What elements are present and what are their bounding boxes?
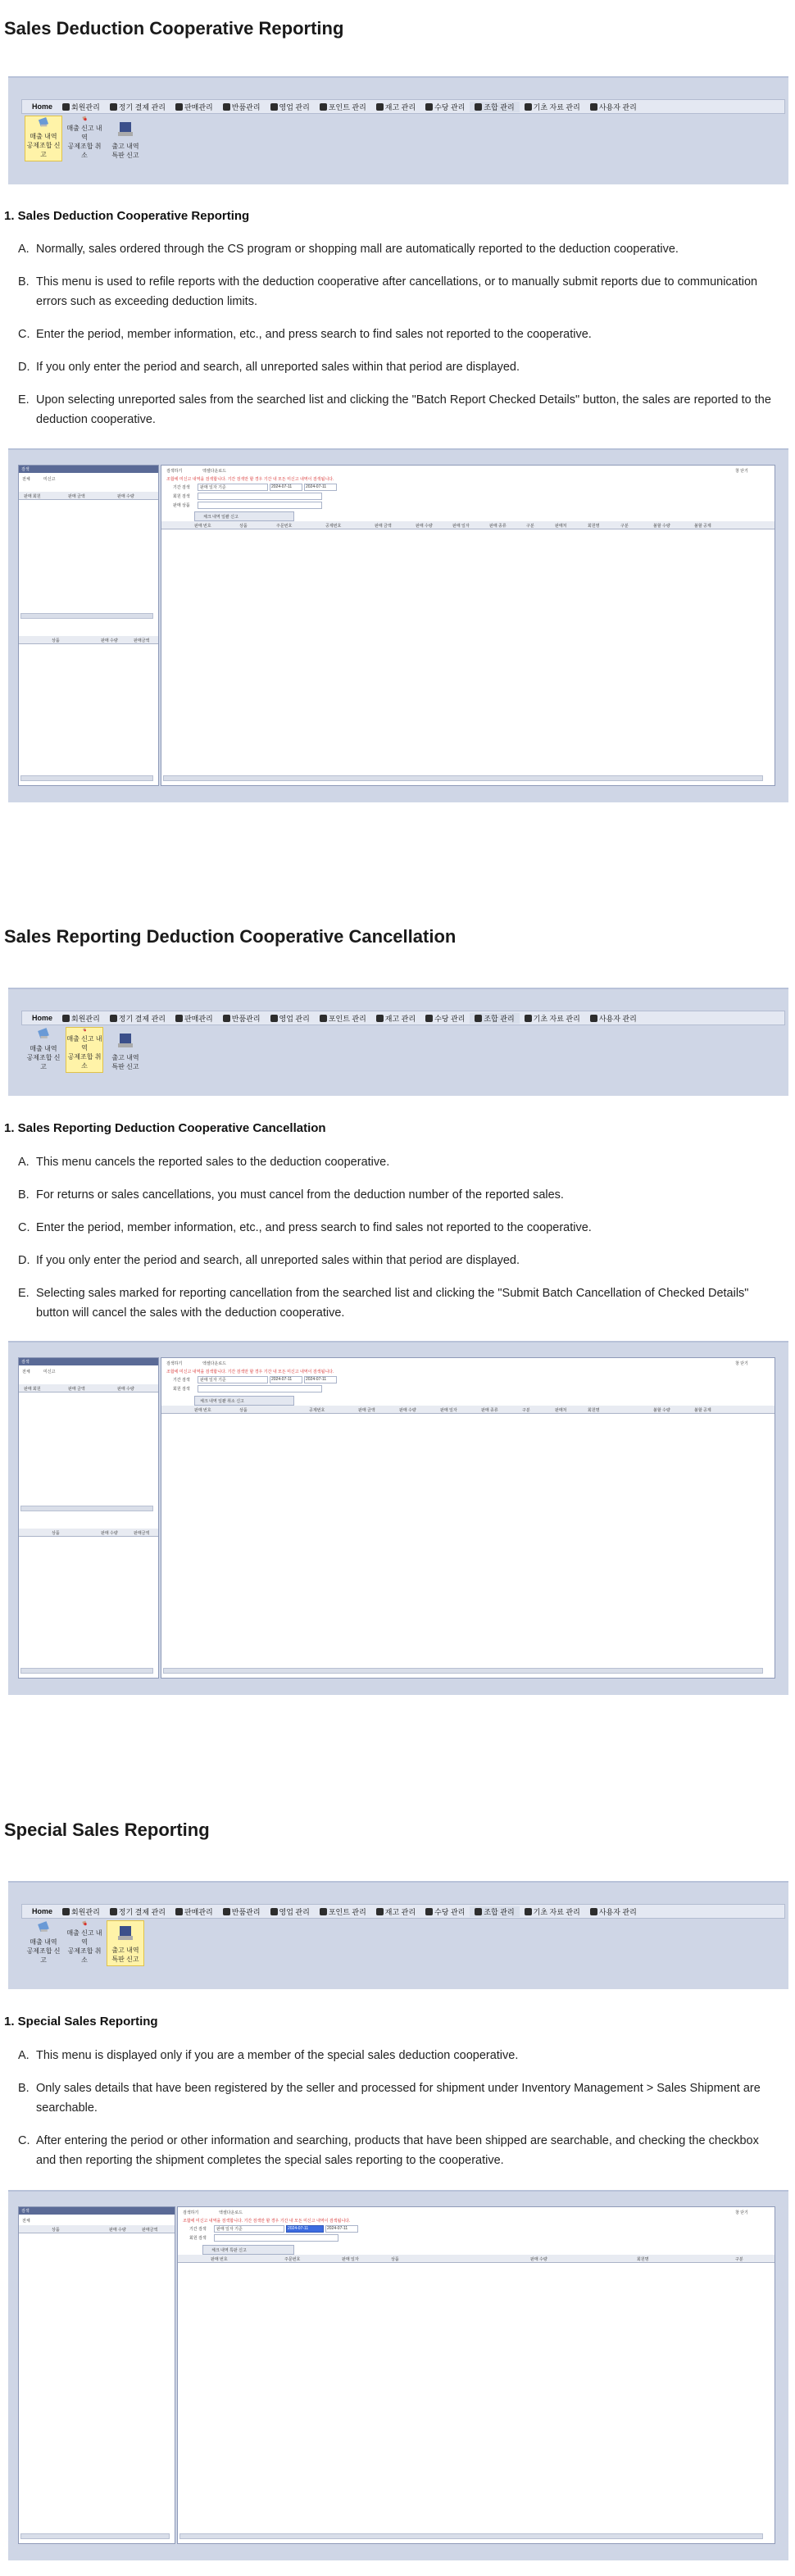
menu-item[interactable]: 재고 관리: [371, 1013, 420, 1024]
menu-item[interactable]: 판매관리: [170, 1013, 218, 1024]
menu-item[interactable]: 정기 결제 관리: [105, 1906, 170, 1917]
left-radio-all[interactable]: 전체: [22, 2219, 30, 2224]
cooperative-icon: [475, 103, 482, 111]
notice-text: 조합에 미신고 내역을 검색합니다. 기간 검색만 할 경우 기간 내 모든 미신고 내역이 검색됩니다.: [166, 477, 334, 482]
business-icon: [270, 1908, 278, 1915]
excel-button[interactable]: 엑셀다운로드: [202, 1361, 226, 1366]
list-item: E. Upon selecting unreported sales from the searched list and clicking the "Batch Report Checked Details" button, the sales are reported to the deduction cooperative.: [18, 393, 771, 426]
menu-item[interactable]: 기초 자료 관리: [520, 102, 585, 112]
menu-item[interactable]: 재고 관리: [371, 1906, 420, 1917]
point-icon: [320, 103, 327, 111]
left-scrollbar-2[interactable]: [20, 775, 153, 781]
date-from[interactable]: 2024-07-11: [270, 484, 302, 491]
batch-report-button[interactable]: 체크 내역 일괄 신고: [194, 511, 294, 521]
menu-screenshot: [8, 76, 788, 184]
excel-button[interactable]: 엑셀다운로드: [202, 469, 226, 474]
menu-item[interactable]: 기초 자료 관리: [520, 1906, 585, 1917]
submenu-special[interactable]: 출고 내역 특판 신고: [107, 1920, 144, 1966]
list-item: C. Enter the period, member information, etc., and press search to find sales not reported to the cooperative.: [18, 328, 592, 341]
left-radio-unreported[interactable]: 미신고: [43, 477, 56, 482]
list-item: B. This menu is used to refile reports with the deduction cooperative after cancellations, or to manually submit reports due to communication errors such as exceeding deduction limits.: [18, 275, 758, 308]
instruction-list: [18, 2046, 776, 2183]
period-select[interactable]: 판매 일자 기준: [198, 1376, 268, 1383]
main-pane: 검색하기 엑셀다운로드 창 닫기 조합에 미신고 내역을 검색합니다. 기간 검색만 할 경우 기간 내 모든 미신고 내역이 검색됩니다. 기간 검색 판매 일자 기준 2024-07-11 2024-07-11 회원 검색 체크 내역 특판 신고 판매 번호 주문번호 판매 일자 상품 판매 수량 회원명 구분: [177, 2206, 775, 2544]
menu-item[interactable]: 회원관리: [57, 1906, 105, 1917]
left-pane: 검색 전체 상품 판매 수량 판매금액: [18, 2206, 175, 2544]
menu-item[interactable]: 사용자 관리: [585, 1906, 642, 1917]
period-select[interactable]: 판매 일자 기준: [214, 2225, 284, 2233]
submenu: [25, 1920, 144, 1966]
menu-item[interactable]: 수당 관리: [420, 1013, 470, 1024]
member-icon: [62, 103, 70, 111]
date-to[interactable]: 2024-07-11: [304, 484, 337, 491]
member-input[interactable]: [214, 2234, 338, 2242]
section-title: Sales Deduction Cooperative Reporting: [4, 18, 344, 39]
date-from[interactable]: 2024-07-11: [286, 2225, 324, 2233]
date-from[interactable]: 2024-07-11: [270, 1376, 302, 1383]
menu-item[interactable]: 사용자 관리: [585, 102, 642, 112]
business-icon: [270, 103, 278, 111]
submenu-report[interactable]: 매출 내역 공제조합 신고: [25, 1920, 62, 1966]
list-item: A. This menu is displayed only if you are a member of the special sales deduction cooperative.: [18, 2049, 519, 2062]
menu-item[interactable]: 포인트 관리: [315, 102, 371, 112]
left-pane-header: 검색: [19, 466, 158, 473]
menu-item[interactable]: 반품관리: [218, 1906, 266, 1917]
data-icon: [525, 1908, 532, 1915]
close-button[interactable]: 창 닫기: [735, 469, 748, 474]
allowance-icon: [425, 1015, 433, 1022]
calendar-icon: [110, 103, 117, 111]
list-item: B. For returns or sales cancellations, you must cancel from the deduction number of the reported sales.: [18, 1188, 564, 1202]
submenu-cancel[interactable]: 매출 신고 내역 공제조합 취소: [66, 1027, 103, 1073]
user-icon: [590, 1908, 597, 1915]
instruction-list: [18, 1152, 776, 1336]
app-screenshot: [8, 2190, 788, 2560]
submenu-special[interactable]: 출고 내역 특판 신고: [107, 1027, 144, 1073]
member-icon: [62, 1908, 70, 1915]
menubar: [21, 1904, 785, 1919]
list-item: C. After entering the period or other information and searching, products that have been shipped are searchable, and checking the checkbox and then reporting the shipment completes the special sales reporting to the cooperative.: [18, 2134, 759, 2167]
submenu-special[interactable]: 출고 내역 특판 신고: [107, 116, 144, 161]
section-deduction-cancellation: [0, 893, 795, 1713]
cancel-report-icon: [74, 116, 95, 121]
left-scrollbar[interactable]: [20, 1506, 153, 1511]
menu-item[interactable]: 반품관리: [218, 1013, 266, 1024]
menu-home[interactable]: Home: [32, 102, 53, 111]
special-report-button[interactable]: 체크 내역 특판 신고: [202, 2245, 294, 2255]
sales-icon: [175, 103, 183, 111]
menu-item[interactable]: 조합 관리: [470, 1906, 519, 1917]
menu-item[interactable]: 판매관리: [170, 102, 218, 112]
point-icon: [320, 1015, 327, 1022]
submenu-cancel[interactable]: 매출 신고 내역 공제조합 취소: [66, 116, 103, 161]
user-icon: [590, 103, 597, 111]
subheading: 1. Sales Reporting Deduction Cooperative Cancellation: [4, 1121, 326, 1135]
section-title: Special Sales Reporting: [4, 1820, 210, 1840]
submenu-report[interactable]: 매출 내역 공제조합 신고: [25, 116, 62, 161]
table-header: 판매 번호 주문번호 판매 일자 상품 판매 수량 회원명 구분: [178, 2255, 775, 2263]
notice-text: 조합에 미신고 내역을 검색합니다. 기간 검색만 할 경우 기간 내 모든 미신고 내역이 검색됩니다.: [183, 2219, 351, 2224]
member-input[interactable]: [198, 1385, 322, 1392]
menubar: [21, 1011, 785, 1025]
shipment-icon: [115, 1922, 136, 1943]
period-select[interactable]: 판매 일자 기준: [198, 484, 268, 491]
left-pane: 검색 전체 미신고 판매 회원 판매 금액 판매 수량 상품 판매 수량 판매금액: [18, 465, 159, 786]
shipment-icon: [115, 1029, 136, 1051]
menu-item[interactable]: 영업 관리: [266, 1013, 315, 1024]
main-scrollbar[interactable]: [179, 2533, 763, 2539]
search-button[interactable]: 검색하기: [166, 1361, 183, 1366]
menu-item[interactable]: 기초 자료 관리: [520, 1013, 585, 1024]
menu-item[interactable]: 포인트 관리: [315, 1906, 371, 1917]
batch-cancel-button[interactable]: 체크 내역 일괄 취소 신고: [194, 1396, 294, 1406]
subheading: 1. Sales Deduction Cooperative Reporting: [4, 209, 250, 223]
app-screenshot: [8, 448, 788, 802]
list-item: B. Only sales details that have been registered by the seller and processed for shipment under Inventory Management > Sales Shipment are searchable.: [18, 2082, 761, 2115]
table-header: 판매 번호 상품 주문번호 공제번호 판매 금액 판매 수량 판매 일자 판매 종류 구분 판매처 회원명 구분 불할 수량 불할 공제: [161, 521, 775, 529]
submenu-report[interactable]: 매출 내역 공제조합 신고: [25, 1027, 62, 1073]
left-radio-all[interactable]: 전체: [22, 477, 30, 482]
menu-item[interactable]: 영업 관리: [266, 102, 315, 112]
submenu: [25, 1027, 144, 1073]
left-pane: 검색 전체 미신고 판매 회원 판매 금액 판매 수량 상품 판매 수량 판매금액: [18, 1357, 159, 1679]
list-item: D. If you only enter the period and search, all unreported sales within that period are displayed.: [18, 361, 520, 374]
cooperative-icon: [475, 1908, 482, 1915]
allowance-icon: [425, 103, 433, 111]
menu-screenshot: [8, 988, 788, 1096]
notice-text: 조합에 미신고 내역을 검색합니다. 기간 검색만 할 경우 기간 내 모든 미신고 내역이 검색됩니다.: [166, 1370, 334, 1374]
section-title: Sales Reporting Deduction Cooperative Cancellation: [4, 926, 457, 947]
point-icon: [320, 1908, 327, 1915]
left-radio-all[interactable]: 전체: [22, 1370, 30, 1374]
submenu: [25, 116, 144, 161]
left-scrollbar-2[interactable]: [20, 1668, 153, 1674]
left-scrollbar[interactable]: [20, 2533, 170, 2539]
report-icon: [33, 1027, 54, 1042]
sales-icon: [175, 1908, 183, 1915]
report-icon: [33, 1920, 54, 1935]
cooperative-icon: [475, 1015, 482, 1022]
menu-item[interactable]: 판매관리: [170, 1906, 218, 1917]
instruction-list: [18, 239, 776, 443]
cancel-report-icon: [74, 1920, 95, 1926]
left-radio-unreported[interactable]: 미신고: [43, 1370, 56, 1374]
submenu-cancel[interactable]: 매출 신고 내역 공제조합 취소: [66, 1920, 103, 1966]
subheading: 1. Special Sales Reporting: [4, 2015, 158, 2029]
user-icon: [590, 1015, 597, 1022]
return-icon: [223, 1908, 230, 1915]
section-deduction-reporting: [0, 0, 795, 820]
calendar-icon: [110, 1908, 117, 1915]
menu-item[interactable]: 재고 관리: [371, 102, 420, 112]
menu-home[interactable]: Home: [32, 1014, 53, 1022]
member-icon: [62, 1015, 70, 1022]
business-icon: [270, 1015, 278, 1022]
data-icon: [525, 1015, 532, 1022]
report-icon: [33, 116, 54, 129]
allowance-icon: [425, 1908, 433, 1915]
date-to[interactable]: 2024-07-11: [304, 1376, 337, 1383]
menu-screenshot: [8, 1881, 788, 1989]
main-pane: 검색하기 엑셀다운로드 창 닫기 조합에 미신고 내역을 검색합니다. 기간 검색만 할 경우 기간 내 모든 미신고 내역이 검색됩니다. 기간 검색 판매 일자 기준 2024-07-11 2024-07-11 회원 검색 체크 내역 일괄 취소 신고 판매 번호 상품 공제번호 판매 금액 판매 수량 판매 일자 판매 종류 구분 판매처 회원명 불할 수량 불할 공제: [161, 1357, 775, 1679]
menu-item[interactable]: 포인트 관리: [315, 1013, 371, 1024]
data-icon: [525, 103, 532, 111]
cancel-report-icon: [74, 1028, 95, 1032]
menu-item[interactable]: 수당 관리: [420, 102, 470, 112]
sales-icon: [175, 1015, 183, 1022]
menu-item[interactable]: 정기 결제 관리: [105, 1013, 170, 1024]
list-item: E. Selecting sales marked for reporting cancellation from the searched list and clicking the "Submit Batch Cancellation of Checked Details" button will cancel the sales with the deduction cooperative.: [18, 1287, 749, 1320]
menu-item[interactable]: 사용자 관리: [585, 1013, 642, 1024]
list-item: A. This menu cancels the reported sales to the deduction cooperative.: [18, 1156, 390, 1169]
left-pane-header: 검색: [19, 2207, 175, 2215]
menubar: [21, 99, 785, 114]
main-pane: 검색하기 엑셀다운로드 창 닫기 조합에 미신고 내역을 검색합니다. 기간 검색만 할 경우 기간 내 모든 미신고 내역이 검색됩니다. 기간 검색 판매 일자 기준 2024-07-11 2024-07-11 회원 검색 판매 상품 체크 내역 일괄 신고 판매 번호 상품 주문번호 공제번호 판매 금액 판매 수량 판매 일자 판매 종류 구분 판매처 회원명 구분 불할 수량 불할 공제: [161, 465, 775, 786]
menu-item[interactable]: 반품관리: [218, 102, 266, 112]
menu-item[interactable]: 회원관리: [57, 102, 105, 112]
date-to[interactable]: 2024-07-11: [325, 2225, 358, 2233]
inventory-icon: [376, 103, 384, 111]
search-button[interactable]: 검색하기: [166, 469, 183, 474]
section-special-sales: [0, 1787, 795, 2576]
close-button[interactable]: 창 닫기: [735, 2210, 748, 2215]
menu-item[interactable]: 조합 관리: [470, 1013, 519, 1024]
inventory-icon: [376, 1015, 384, 1022]
product-input[interactable]: [198, 502, 322, 509]
menu-item[interactable]: 회원관리: [57, 1013, 105, 1024]
list-item: D. If you only enter the period and search, all unreported sales within that period are displayed.: [18, 1254, 520, 1267]
menu-item[interactable]: 영업 관리: [266, 1906, 315, 1917]
table-header: 판매 번호 상품 공제번호 판매 금액 판매 수량 판매 일자 판매 종류 구분 판매처 회원명 불할 수량 불할 공제: [161, 1406, 775, 1414]
member-input[interactable]: [198, 493, 322, 500]
menu-home[interactable]: Home: [32, 1907, 53, 1915]
list-item: A. Normally, sales ordered through the CS program or shopping mall are automatically reported to the deduction cooperative.: [18, 243, 679, 256]
list-item: C. Enter the period, member information, etc., and press search to find sales not reported to the cooperative.: [18, 1221, 592, 1234]
calendar-icon: [110, 1015, 117, 1022]
inventory-icon: [376, 1908, 384, 1915]
close-button[interactable]: 창 닫기: [735, 1361, 748, 1366]
menu-item[interactable]: 정기 결제 관리: [105, 102, 170, 112]
return-icon: [223, 1015, 230, 1022]
return-icon: [223, 103, 230, 111]
left-scrollbar[interactable]: [20, 613, 153, 619]
app-screenshot: [8, 1341, 788, 1695]
excel-button[interactable]: 엑셀다운로드: [219, 2210, 243, 2215]
main-scrollbar[interactable]: [163, 1668, 763, 1674]
menu-item[interactable]: 조합 관리: [470, 102, 519, 112]
left-pane-header: 검색: [19, 1358, 158, 1365]
menu-item[interactable]: 수당 관리: [420, 1906, 470, 1917]
shipment-icon: [115, 118, 136, 139]
search-button[interactable]: 검색하기: [183, 2210, 199, 2215]
main-scrollbar[interactable]: [163, 775, 763, 781]
